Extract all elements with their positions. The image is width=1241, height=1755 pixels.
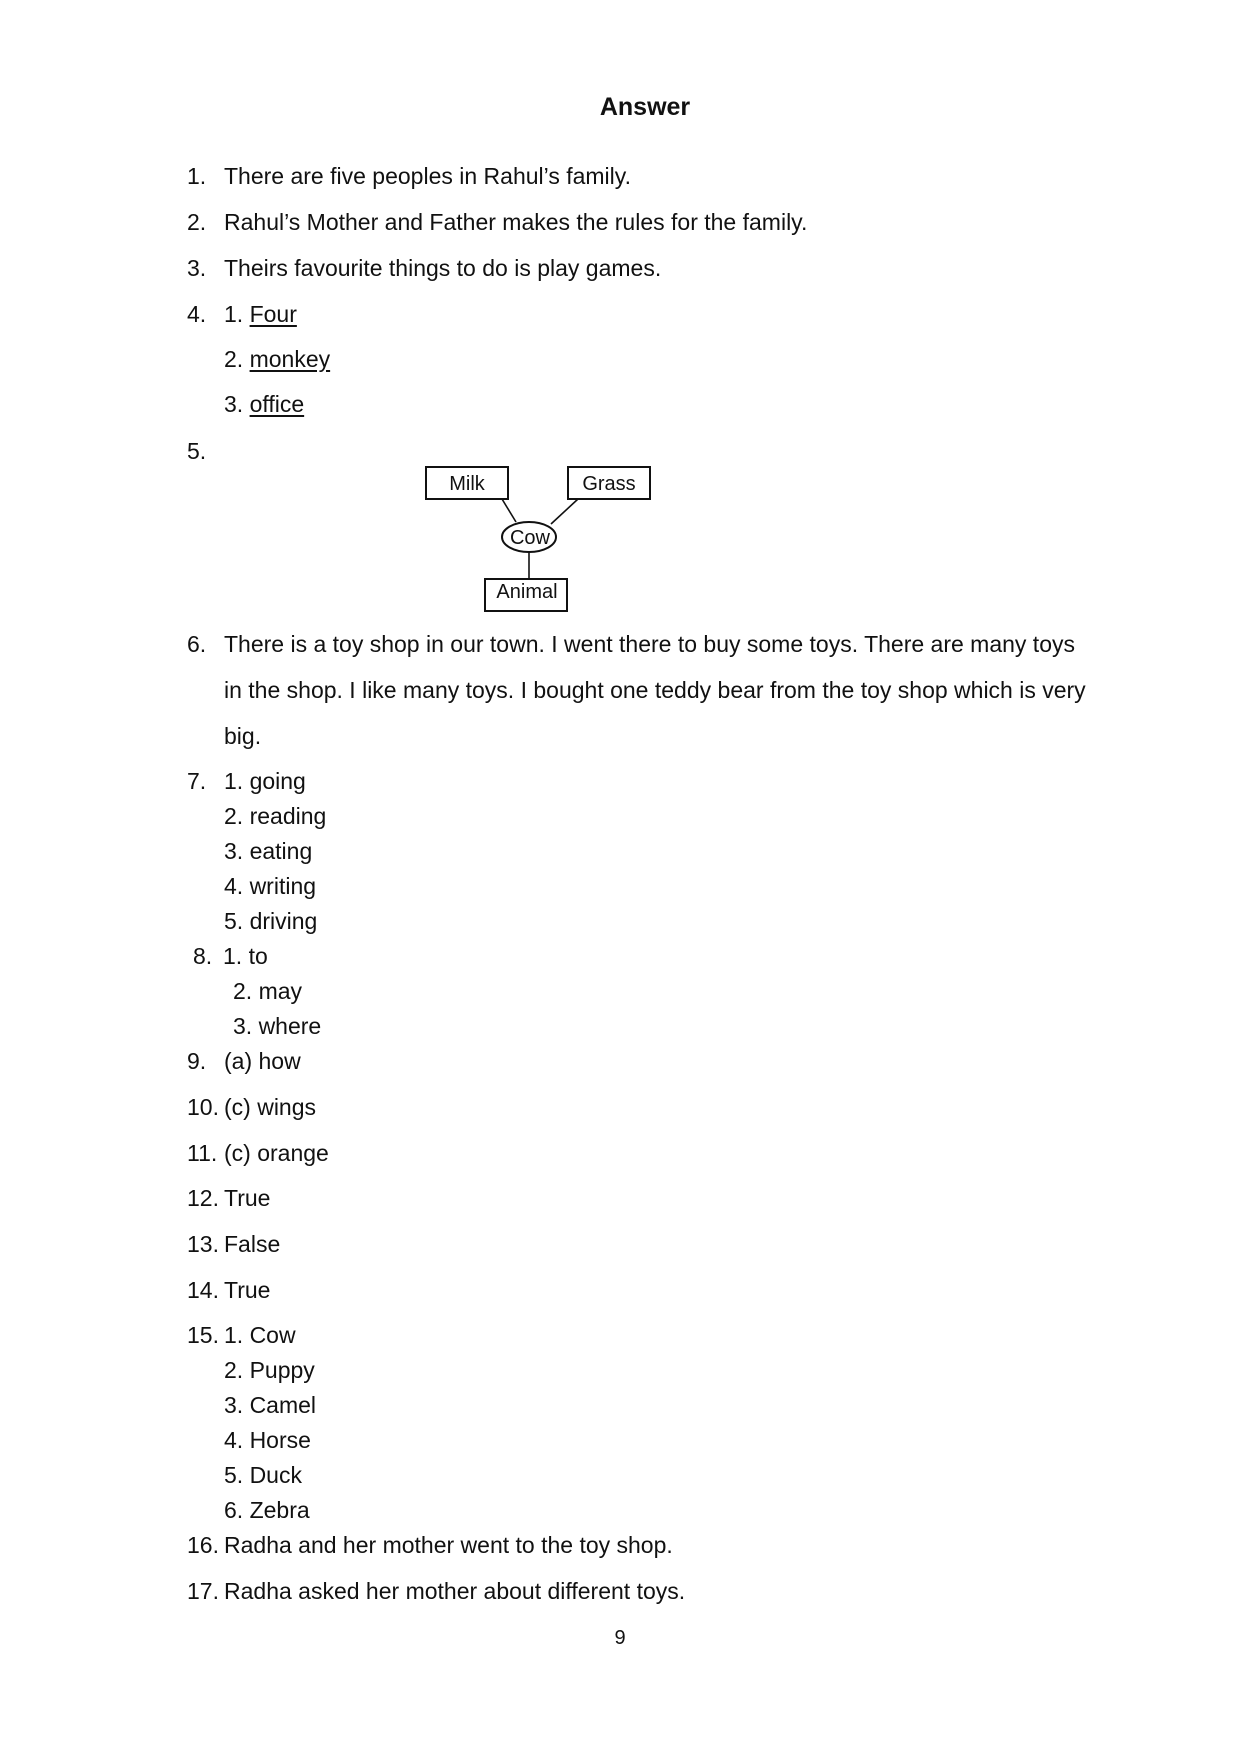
- answer-2-number: 2.: [187, 209, 207, 235]
- node-label-milk: Milk: [449, 473, 485, 495]
- answer-12-number: 12.: [187, 1185, 219, 1211]
- answer-8-item: 3. where: [233, 1013, 322, 1039]
- answer-11-text: (c) orange: [224, 1140, 329, 1166]
- fill-in-word: office: [249, 391, 305, 417]
- answer-15-item: 2. Puppy: [224, 1357, 315, 1383]
- answer-3-number: 3.: [187, 255, 207, 281]
- fill-in-word: monkey: [249, 346, 331, 372]
- answer-15-item: 5. Duck: [224, 1462, 302, 1488]
- answer-15-item: 4. Horse: [224, 1427, 311, 1453]
- connector-line: [551, 499, 578, 524]
- answer-6-number: 6.: [187, 631, 207, 657]
- answer-7-item: 2. reading: [224, 803, 327, 829]
- answer-3-text: Theirs favourite things to do is play games.: [224, 255, 662, 281]
- answer-14-text: True: [224, 1277, 271, 1303]
- answer-4-number: 4.: [187, 301, 207, 327]
- answer-7-item: 4. writing: [224, 873, 317, 899]
- page-number: 9: [614, 1627, 626, 1649]
- answer-14-number: 14.: [187, 1277, 219, 1303]
- node-label-animal: Animal: [496, 581, 558, 603]
- answer-9-text: (a) how: [224, 1048, 301, 1074]
- answer-15-item: 3. Camel: [224, 1392, 317, 1418]
- answer-17-text: Radha asked her mother about different toys.: [224, 1578, 686, 1604]
- item-number: 1.: [224, 301, 244, 327]
- center-label-cow: Cow: [509, 527, 551, 549]
- answer-13-text: False: [224, 1231, 281, 1257]
- answer-6-line: big.: [224, 723, 262, 749]
- answer-7-item: 1. going: [224, 768, 306, 794]
- answer-8-item: 2. may: [233, 978, 303, 1004]
- node-label-grass: Grass: [582, 473, 636, 495]
- answer-10-number: 10.: [187, 1094, 219, 1120]
- answer-13-number: 13.: [187, 1231, 219, 1257]
- answer-15-item: 1. Cow: [224, 1322, 296, 1348]
- answer-15-item: 6. Zebra: [224, 1497, 310, 1523]
- item-number: 2.: [224, 346, 244, 372]
- answer-16-number: 16.: [187, 1532, 219, 1558]
- answer-11-number: 11.: [187, 1140, 218, 1166]
- answer-7-item: 5. driving: [224, 908, 318, 934]
- answer-8-number: 8.: [193, 943, 213, 969]
- answer-9-number: 9.: [187, 1048, 207, 1074]
- answer-12-text: True: [224, 1185, 271, 1211]
- answer-16-text: Radha and her mother went to the toy shop.: [224, 1532, 673, 1558]
- answer-6-line: in the shop. I like many toys. I bought one teddy bear from the toy shop which is very: [224, 677, 1086, 703]
- connector-line: [502, 499, 516, 522]
- answer-7-item: 3. eating: [224, 838, 313, 864]
- answer-5-number: 5.: [187, 438, 207, 464]
- answer-7-number: 7.: [187, 768, 207, 794]
- answer-17-number: 17.: [187, 1578, 219, 1604]
- answer-8-item: 1. to: [223, 943, 268, 969]
- answer-1-text: There are five peoples in Rahul’s family.: [224, 163, 631, 189]
- answer-1-number: 1.: [187, 163, 207, 189]
- page-title: Answer: [599, 93, 691, 121]
- answer-10-text: (c) wings: [224, 1094, 317, 1120]
- answer-6-line: There is a toy shop in our town. I went there to buy some toys. There are many toys: [224, 631, 1075, 657]
- answer-15-number: 15.: [187, 1322, 219, 1348]
- fill-in-word: Four: [249, 301, 297, 327]
- answer-2-text: Rahul’s Mother and Father makes the rules for the family.: [224, 209, 808, 235]
- item-number: 3.: [224, 391, 244, 417]
